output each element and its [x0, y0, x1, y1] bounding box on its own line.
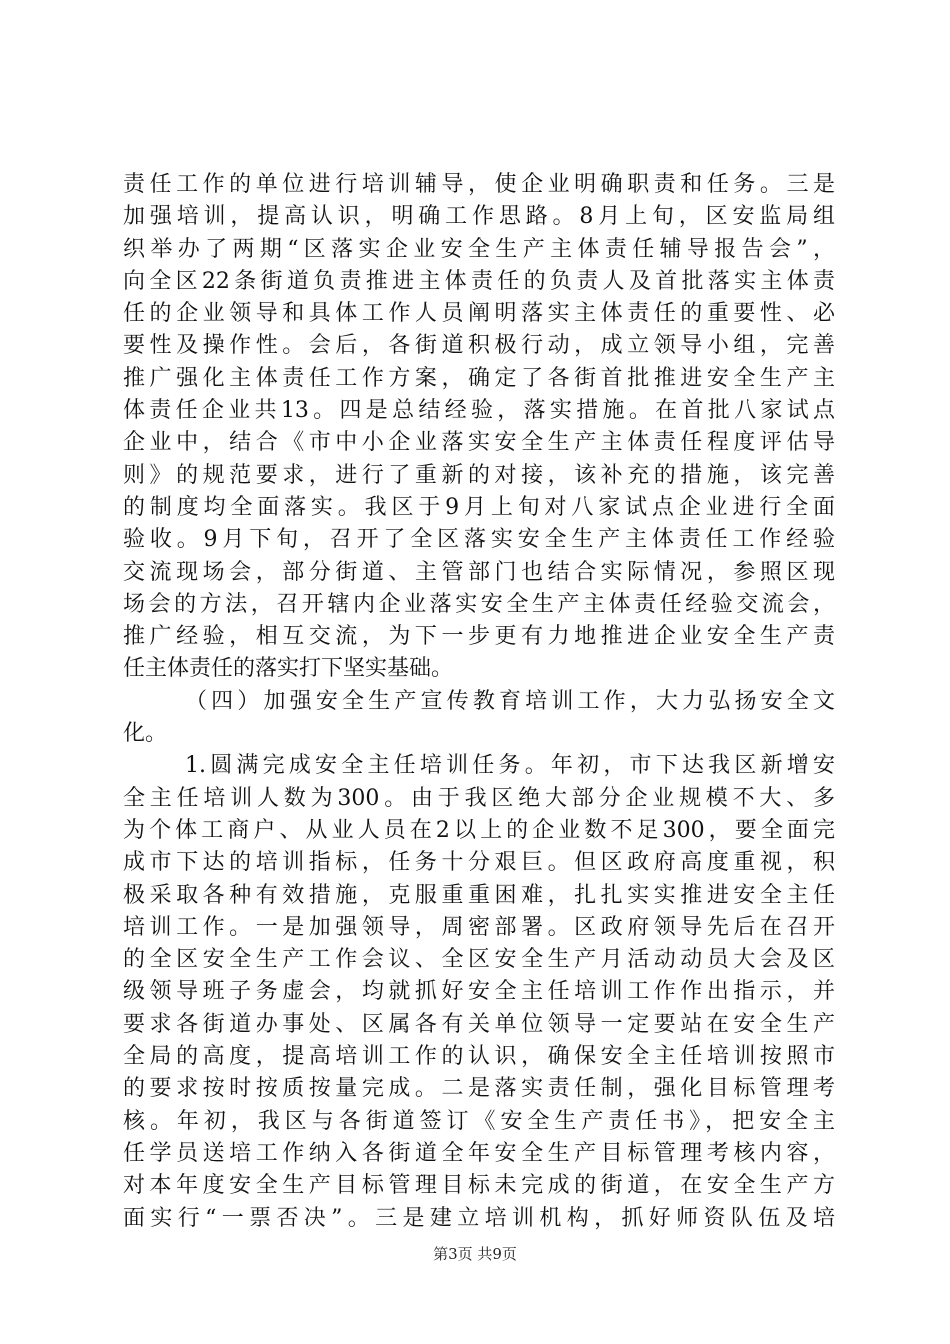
text-line: 1.圆满完成安全主任培训任务。年初，市下达我区新增安	[185, 753, 835, 779]
text-line: 向全区22条街道负责推进主体责任的负责人及首批落实主体责	[123, 268, 835, 294]
text-line: 全主任培训人数为300。由于我区绝大部分企业规模不大、多	[123, 785, 835, 811]
text-line: 的全区安全生产工作会议、全区安全生产月活动动员大会及区	[123, 947, 835, 973]
text-line: 推广强化主体责任工作方案，确定了各街首批推进安全生产主	[123, 365, 835, 391]
text-line: （四）加强安全生产宣传教育培训工作，大力弘扬安全文	[185, 688, 835, 714]
text-line: 对本年度安全生产目标管理目标未完成的街道，在安全生产方	[123, 1173, 835, 1199]
page-footer	[0, 1244, 950, 1264]
text-line: 场会的方法，召开辖内企业落实安全生产主体责任经验交流会，	[123, 591, 835, 617]
text-line: 企业中，结合《市中小企业落实安全生产主体责任程度评估导	[123, 430, 835, 456]
text-line: 极采取各种有效措施，克服重重困难，扎扎实实推进安全主任	[123, 882, 835, 908]
text-line: 面实行“一票否决”。三是建立培训机构，抓好师资队伍及培	[123, 1205, 835, 1231]
text-line: 则》的规范要求，进行了重新的对接，该补充的措施，该完善	[123, 462, 835, 488]
text-line: 化。	[123, 721, 168, 747]
text-line: 级领导班子务虚会，均就抓好安全主任培训工作作出指示，并	[123, 979, 835, 1005]
text-line: 的制度均全面落实。我区于9月上旬对八家试点企业进行全面	[123, 494, 835, 520]
text-line: 任学员送培工作纳入各街道全年安全生产目标管理考核内容，	[123, 1140, 835, 1166]
text-line: 核。年初，我区与各街道签订《安全生产责任书》，把安全主	[123, 1108, 835, 1134]
text-line: 要性及操作性。会后，各街道积极行动，成立领导小组，完善	[123, 333, 835, 359]
text-line: 培训工作。一是加强领导，周密部署。区政府领导先后在召开	[123, 914, 835, 940]
text-line: 推广经验，相互交流，为下一步更有力地推进企业安全生产责	[123, 624, 835, 650]
text-line: 验收。9月下旬，召开了全区落实安全生产主体责任工作经验	[123, 527, 835, 553]
document-body	[123, 169, 835, 1235]
text-line: 要求各街道办事处、区属各有关单位领导一定要站在安全生产	[123, 1011, 835, 1037]
text-line: 为个体工商户、从业人员在2以上的企业数不足300，要全面完	[123, 817, 835, 843]
text-line: 任的企业领导和具体工作人员阐明落实主体责任的重要性、必	[123, 301, 835, 327]
page-number: 第3页 共9页	[433, 1245, 517, 1263]
text-line: 交流现场会，部分街道、主管部门也结合实际情况，参照区现	[123, 559, 835, 585]
text-line: 体责任企业共13。四是总结经验，落实措施。在首批八家试点	[123, 398, 835, 424]
text-line: 的要求按时按质按量完成。二是落实责任制，强化目标管理考	[123, 1076, 835, 1102]
text-line: 织举办了两期“区落实企业安全生产主体责任辅导报告会”，	[123, 236, 835, 262]
text-line: 加强培训，提高认识，明确工作思路。8月上旬，区安监局组	[123, 204, 835, 230]
text-line: 成市下达的培训指标，任务十分艰巨。但区政府高度重视，积	[123, 850, 835, 876]
text-line: 任主体责任的落实打下坚实基础。	[123, 656, 454, 682]
text-line: 责任工作的单位进行培训辅导，使企业明确职责和任务。三是	[123, 172, 835, 197]
text-line: 全局的高度，提高培训工作的认识，确保安全主任培训按照市	[123, 1044, 835, 1070]
